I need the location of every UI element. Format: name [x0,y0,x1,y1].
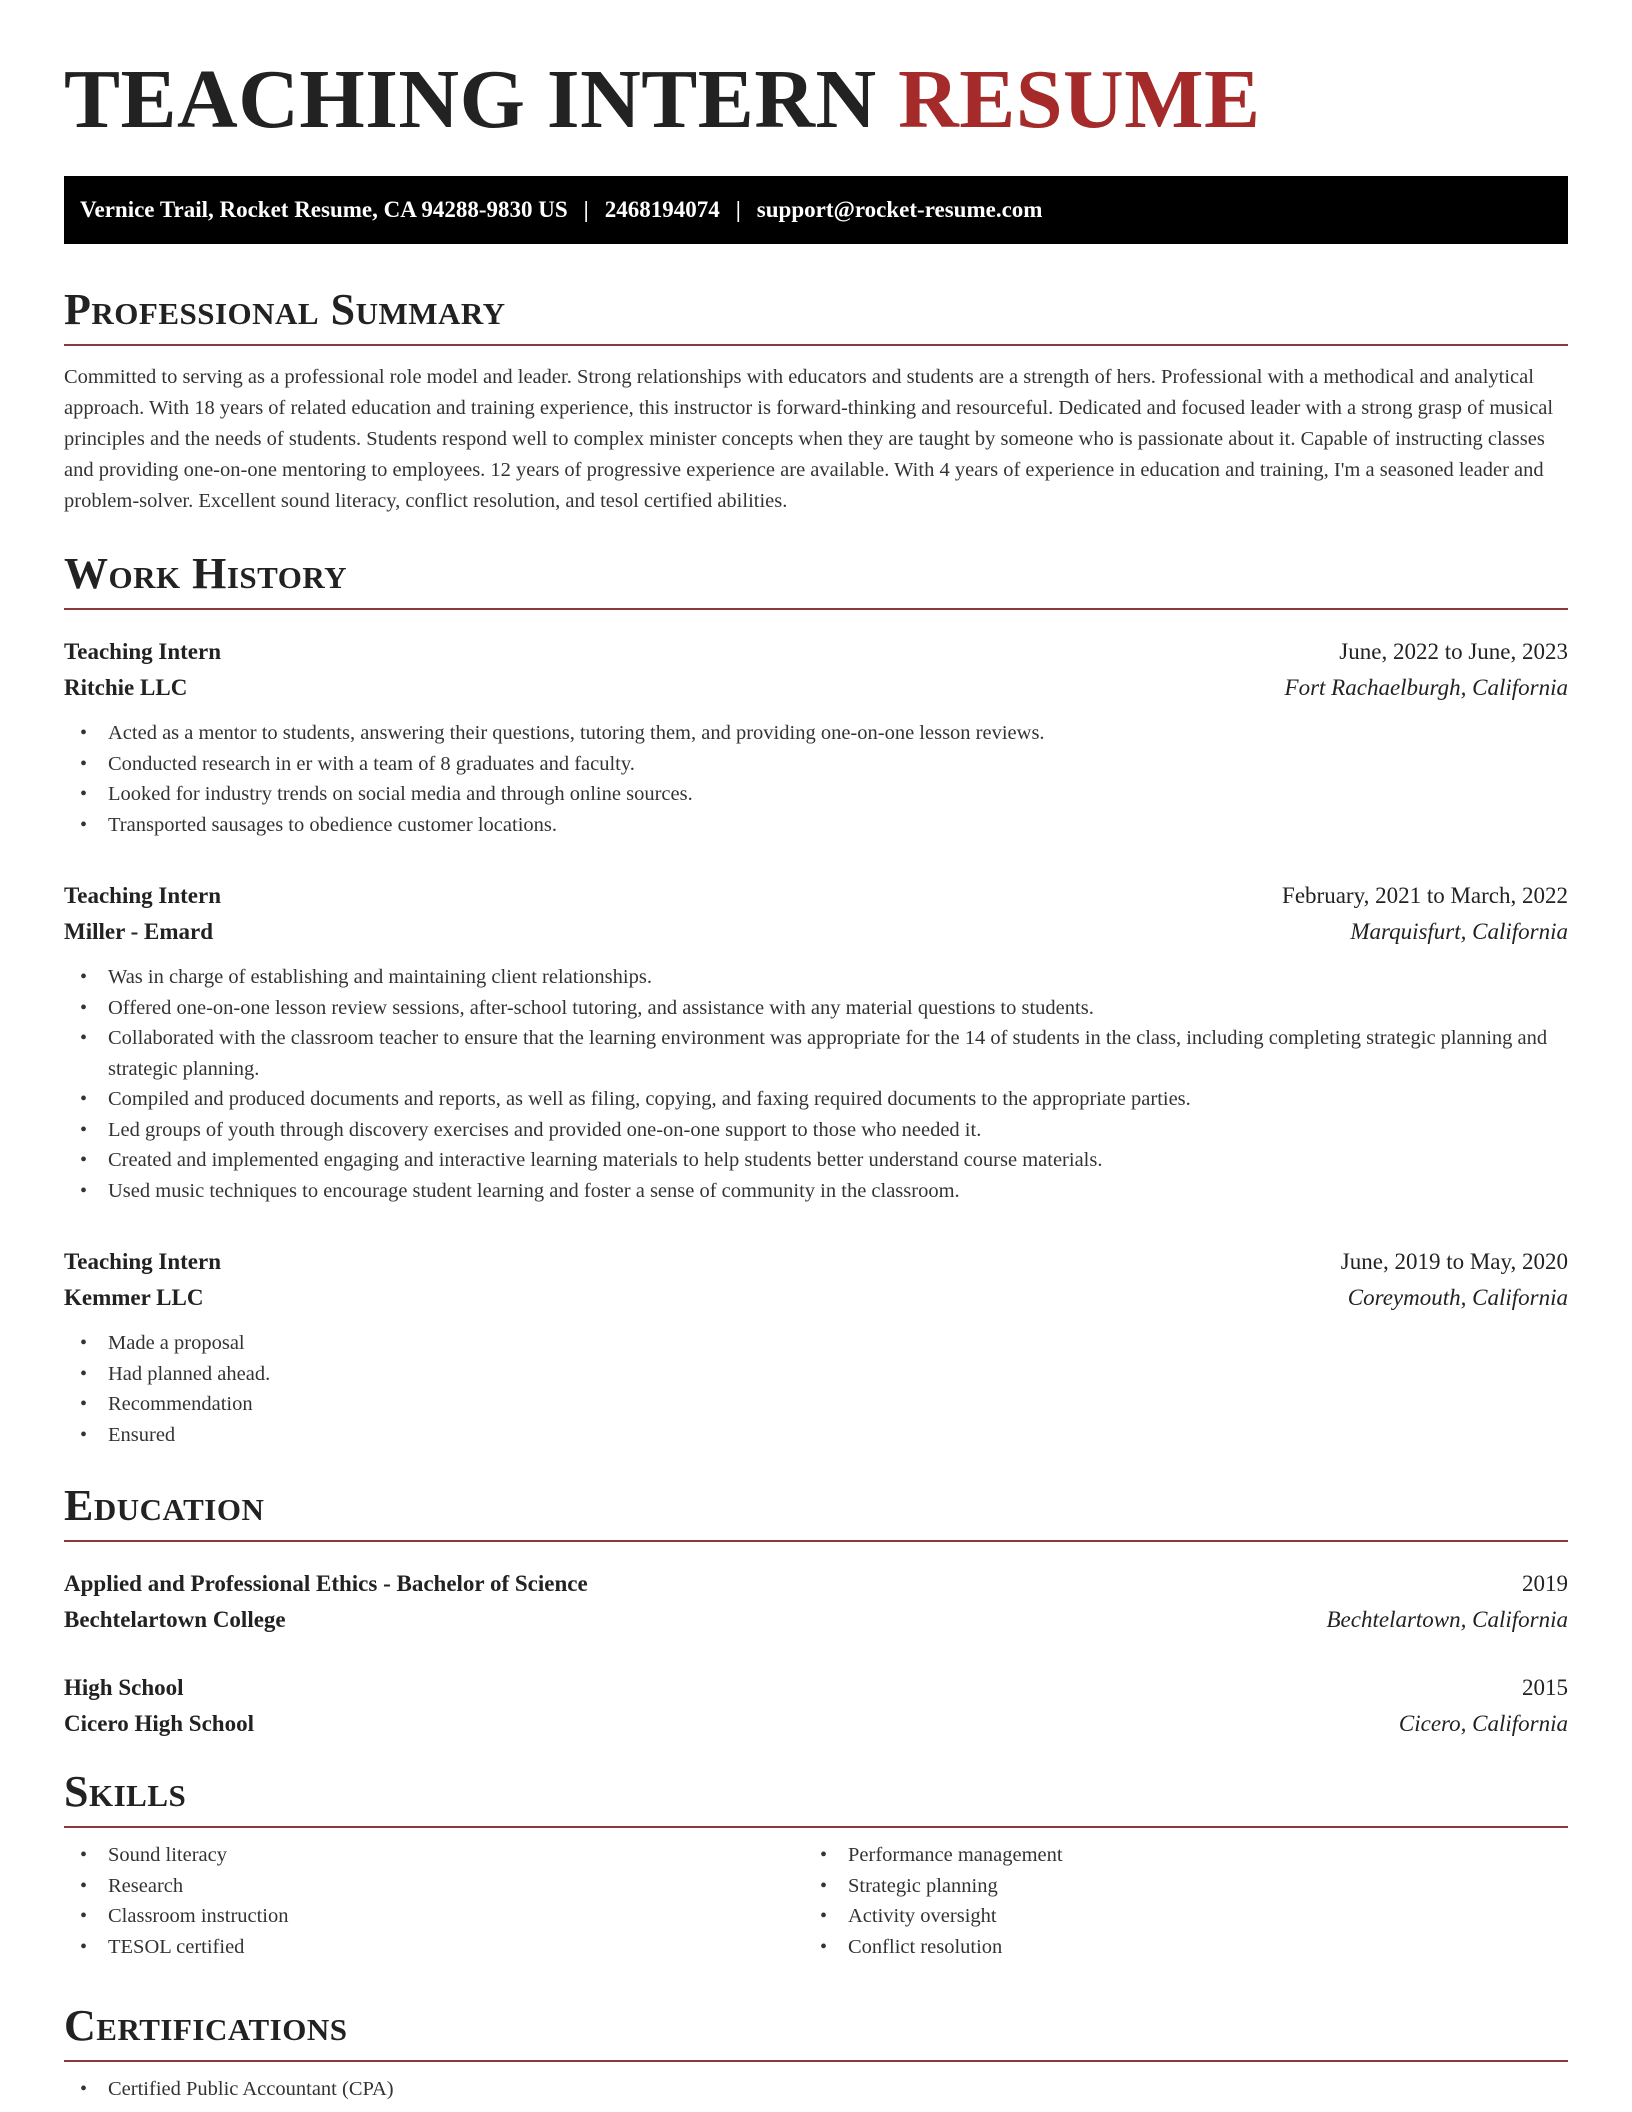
job-company: Kemmer LLC [64,1285,204,1310]
job-dates: June, 2022 to June, 2023 [1339,639,1568,664]
skills-section [64,1768,1568,1828]
job-entry [64,878,1568,1206]
work-history-section [64,550,1568,610]
certification-item: • Certified Public Accountant (CPA) [64,2074,1568,2105]
certifications-heading: Certifications [64,2001,348,2050]
education-location: Cicero, California [1398,1711,1568,1736]
list-item: • Offered one-on-one lesson review sessions, after-school tutoring, and assistance with any material questions to students. [64,993,1568,1024]
section-divider [64,608,1568,610]
job-bullets [64,1328,1568,1450]
list-item: • Made a proposal [64,1328,1568,1359]
job-bullets [64,718,1568,840]
certifications-items [64,2074,1568,2105]
section-divider [64,344,1568,346]
education-year: 2019 [1522,1571,1568,1596]
certifications-list [64,2074,1568,2105]
section-divider [64,1826,1568,1828]
education-section [64,1482,1568,1542]
education-heading: Education [64,1481,265,1530]
education-year: 2015 [1522,1675,1568,1700]
list-item: • Recommendation [64,1389,1568,1420]
job-location: Coreymouth, California [1347,1285,1568,1310]
job-dates: February, 2021 to March, 2022 [1282,883,1568,908]
education-school: Bechtelartown College [64,1607,286,1632]
education-degree: Applied and Professional Ethics - Bachelor of Science [64,1571,588,1596]
list-item: • Collaborated with the classroom teacher to ensure that the learning environment was appropriate for the 14 of students in the class, including completing strategic planning and strategic planning. [64,1023,1568,1084]
skills-column-right [804,1840,1544,1962]
education-degree: High School [64,1675,184,1700]
title-accent: RESUME [898,53,1261,146]
list-item: • Had planned ahead. [64,1359,1568,1390]
list-item: • Led groups of youth through discovery exercises and provided one-on-one support to those who needed it. [64,1115,1568,1146]
summary-heading: Professional Summary [64,285,506,334]
skill-item: • Strategic planning [804,1871,1544,1902]
list-item: • Used music techniques to encourage student learning and foster a sense of community in the classroom. [64,1176,1568,1207]
job-title: Teaching Intern [64,639,221,664]
list-item: • Created and implemented engaging and interactive learning materials to help students better understand course materials. [64,1145,1568,1176]
contact-phone: 2468194074 [604,197,720,222]
list-item: • Acted as a mentor to students, answering their questions, tutoring them, and providing one-on-one lesson reviews. [64,718,1568,749]
skills-heading: Skills [64,1767,187,1816]
section-divider [64,2060,1568,2062]
list-item: • Transported sausages to obedience customer locations. [64,810,1568,841]
summary-section [64,286,1568,517]
skills-list [64,1840,1568,1962]
job-company: Miller - Emard [64,919,214,944]
job-company: Ritchie LLC [64,675,188,700]
list-item: • Compiled and produced documents and reports, as well as filing, copying, and faxing required documents to the appropriate parties. [64,1084,1568,1115]
certifications-section [64,2002,1568,2062]
resume-title [64,52,1261,149]
skills-column-left [64,1840,804,1962]
skill-item: • TESOL certified [64,1932,804,1963]
contact-separator: | [735,197,741,222]
job-location: Marquisfurt, California [1350,919,1568,944]
education-entry [64,1670,1568,1742]
list-item: • Ensured [64,1420,1568,1451]
education-entry [64,1566,1568,1638]
job-entry [64,1244,1568,1450]
skill-item: • Research [64,1871,804,1902]
job-bullets [64,962,1568,1206]
skill-item: • Conflict resolution [804,1932,1544,1963]
work-history-heading: Work History [64,549,348,598]
skill-item: • Classroom instruction [64,1901,804,1932]
skill-item: • Activity oversight [804,1901,1544,1932]
list-item: • Conducted research in er with a team of 8 graduates and faculty. [64,749,1568,780]
education-location: Bechtelartown, California [1326,1607,1568,1632]
contact-bar [64,176,1568,244]
list-item: • Was in charge of establishing and maintaining client relationships. [64,962,1568,993]
contact-separator: | [583,197,589,222]
section-divider [64,1540,1568,1542]
education-school: Cicero High School [64,1711,254,1736]
job-title: Teaching Intern [64,1249,221,1274]
list-item: • Looked for industry trends on social media and through online sources. [64,779,1568,810]
job-location: Fort Rachaelburgh, California [1284,675,1568,700]
job-entry [64,634,1568,840]
job-title: Teaching Intern [64,883,221,908]
contact-address: Vernice Trail, Rocket Resume, CA 94288-9830 US [80,197,568,222]
skill-item: • Sound literacy [64,1840,804,1871]
title-main: TEACHING INTERN [64,53,877,146]
summary-text: Committed to serving as a professional role model and leader. Strong relationships with educators and students are a strength of hers. Professional with a methodical and analytical approach. With 18 years of related education and training experience, this instructor is forward-thinking and resourceful. Dedicated and focused leader with a strong grasp of musical principles and the needs of students. Students respond well to complex minister concepts when they are taught by someone who is passionate about it. Capable of instructing classes and providing one-on-one mentoring to employees. 12 years of progressive experience are available. With 4 years of experience in education and training, I'm a seasoned leader and problem-solver. Excellent sound literacy, conflict resolution, and tesol certified abilities. [64,366,1554,513]
job-dates: June, 2019 to May, 2020 [1340,1249,1568,1274]
skill-item: • Performance management [804,1840,1544,1871]
contact-email: support@rocket-resume.com [756,197,1043,222]
